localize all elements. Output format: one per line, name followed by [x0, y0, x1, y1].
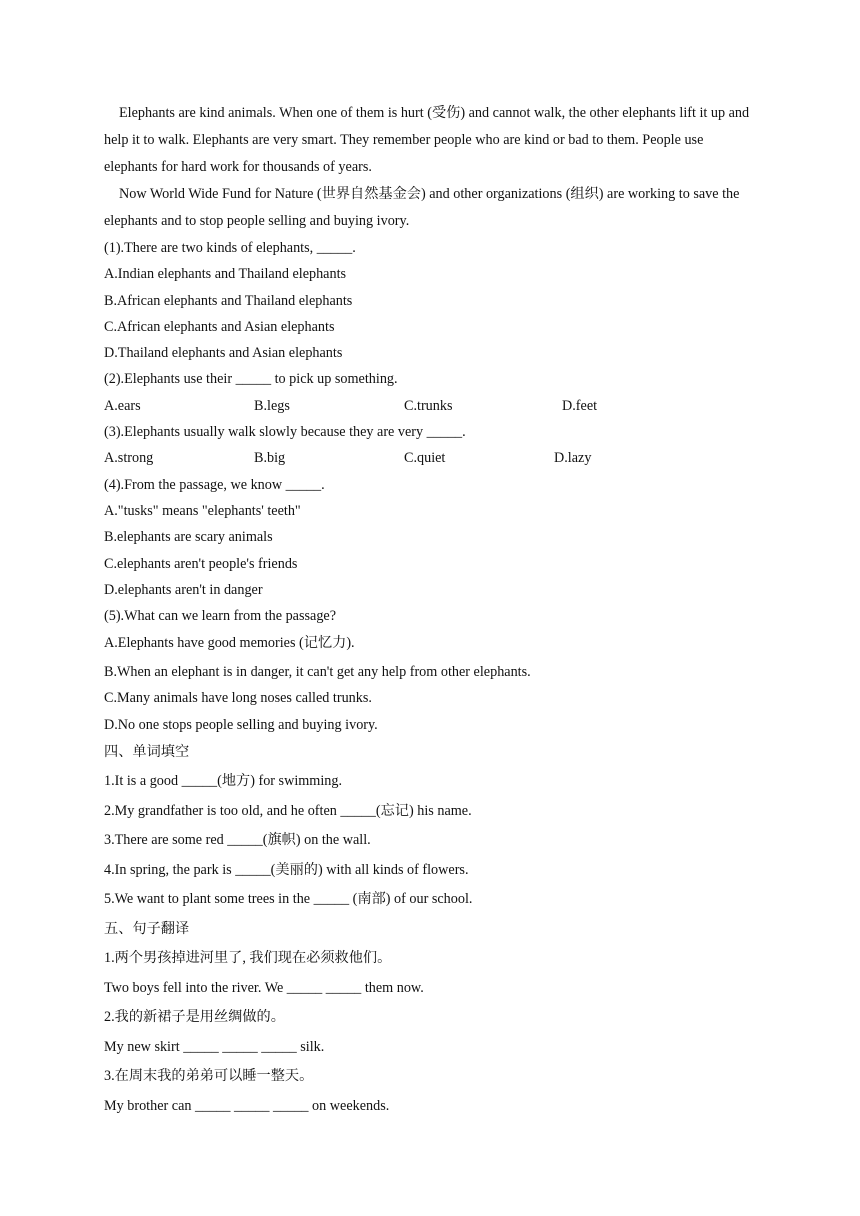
question-2-option-c[interactable]: C.trunks: [404, 397, 453, 414]
question-2-stem: (2).Elephants use their _____ to pick up something.: [104, 371, 398, 388]
question-4-option-c[interactable]: C.elephants aren't people's friends: [104, 555, 298, 572]
section-5-item-2-chinese: 2.我的新裙子是用丝绸做的。: [104, 1009, 285, 1026]
passage-paragraph-2: Now World Wide Fund for Nature (世界自然基金会) and other organizations (组织) are working to save the elephants and to stop people selling and buying ivory.: [104, 186, 740, 229]
question-5-option-a[interactable]: A.Elephants have good memories (记忆力).: [104, 635, 355, 652]
question-1-stem: (1).There are two kinds of elephants, _____.: [104, 240, 356, 256]
question-3-options: [104, 445, 754, 471]
question-2-option-d[interactable]: D.feet: [562, 397, 598, 414]
question-3-option-c[interactable]: C.quiet: [404, 450, 446, 467]
question-2-option-a[interactable]: A.ears: [104, 397, 141, 414]
section-5-item-2-english: My new skirt _____ _____ _____ silk.: [104, 1038, 325, 1055]
question-5-option-d[interactable]: D.No one stops people selling and buying ivory.: [104, 716, 378, 733]
section-4-item-2: 2.My grandfather is too old, and he often _____(忘记) his name.: [104, 802, 472, 819]
section-4-item-5: 5.We want to plant some trees in the _____ (南部) of our school.: [104, 891, 473, 908]
section-5-heading: 五、句子翻译: [104, 920, 190, 937]
question-1-option-c[interactable]: C.African elephants and Asian elephants: [104, 318, 335, 335]
question-3-stem: (3).Elephants usually walk slowly because they are very _____.: [104, 424, 466, 441]
question-5-option-b[interactable]: B.When an elephant is in danger, it can't get any help from other elephants.: [104, 663, 531, 680]
question-4-option-d[interactable]: D.elephants aren't in danger: [104, 581, 263, 598]
question-3-option-d[interactable]: D.lazy: [554, 450, 592, 467]
worksheet-page: [104, 100, 754, 1121]
question-1-option-d[interactable]: D.Thailand elephants and Asian elephants: [104, 345, 343, 362]
section-4-item-1: 1.It is a good _____(地方) for swimming.: [104, 773, 343, 790]
question-5-option-c[interactable]: C.Many animals have long noses called trunks.: [104, 690, 372, 707]
question-2-option-b[interactable]: B.legs: [254, 397, 290, 414]
question-5-stem: (5).What can we learn from the passage?: [104, 608, 337, 625]
question-3-option-b[interactable]: B.big: [254, 450, 286, 467]
question-1-option-b[interactable]: B.African elephants and Thailand elephants: [104, 292, 353, 309]
section-5-item-3-chinese: 3.在周末我的弟弟可以睡一整天。: [104, 1068, 314, 1085]
question-4-stem: (4).From the passage, we know _____.: [104, 476, 325, 493]
question-4-option-a[interactable]: A."tusks" means "elephants' teeth": [104, 502, 301, 519]
question-4-option-b[interactable]: B.elephants are scary animals: [104, 529, 273, 546]
question-3-option-a[interactable]: A.strong: [104, 450, 154, 467]
section-5-item-1-chinese: 1.两个男孩掉进河里了, 我们现在必须救他们。: [104, 950, 392, 967]
passage-paragraph-1: Elephants are kind animals. When one of them is hurt (受伤) and cannot walk, the other elephants lift it up and help it to walk. Elephants are very smart. They remember people who are kind or bad to them. People use elephants for hard work for thousands of years.: [104, 105, 750, 175]
question-2-options: [104, 393, 754, 419]
section-4-item-4: 4.In spring, the park is _____(美丽的) with all kinds of flowers.: [104, 861, 469, 878]
question-1-option-a[interactable]: A.Indian elephants and Thailand elephants: [104, 266, 347, 283]
section-4-item-3: 3.There are some red _____(旗帜) on the wall.: [104, 832, 371, 849]
section-5-item-3-english: My brother can _____ _____ _____ on weekends.: [104, 1097, 390, 1114]
section-5-item-1-english: Two boys fell into the river. We _____ _____ them now.: [104, 979, 424, 996]
section-4-heading: 四、单词填空: [104, 743, 190, 760]
